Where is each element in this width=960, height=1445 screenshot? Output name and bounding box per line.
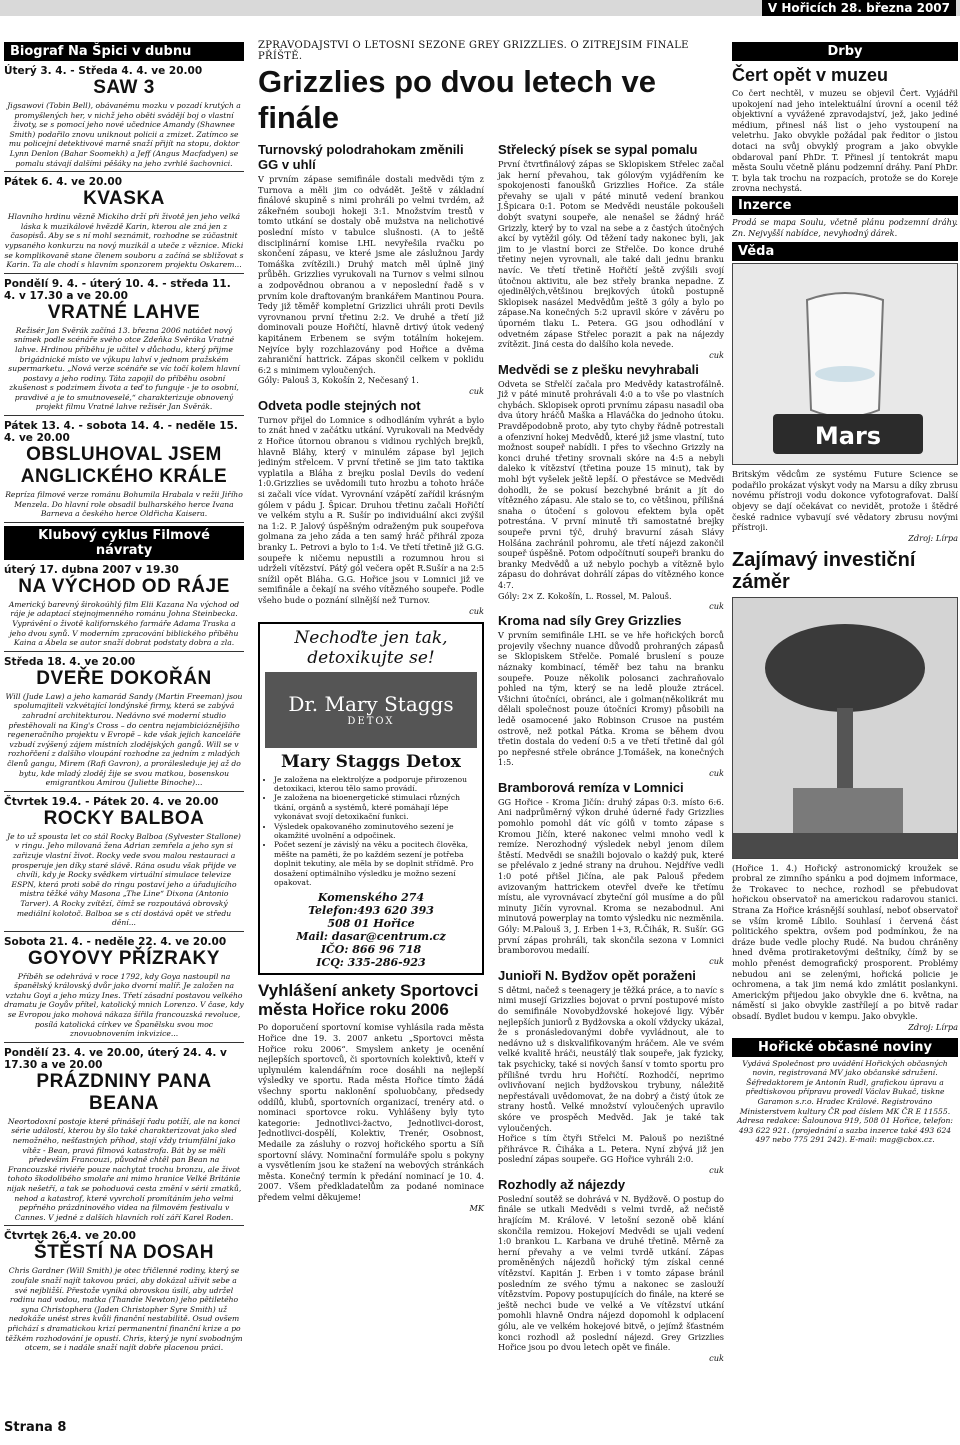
noviny-section-title: Hořické občasné noviny [732,1038,958,1057]
ad-product-name: Mary Staggs Detox [281,751,461,772]
article [498,1177,724,1363]
film-title: KVASKA [83,188,165,210]
ad-mail: Mail: dasar@centrum.cz [296,930,446,944]
article-author: cuk [469,605,484,616]
film-title: DVEŘE DOKOŘÁN [36,667,212,689]
ad-ico: IČO: 866 96 718 [320,943,422,957]
right-subcolumn [498,140,724,1363]
ad-bullet: • Výsledek opakovaného zominutového sezení je okamžité uvolnění a odpočinek. [274,822,478,841]
club-film-list [4,564,244,1353]
article [498,780,724,966]
article-goals: Góly: M.Palouš 3, J. Erben 1+3, R.Čihák, R. Sušír. GG první zápas prohráli, tak skončila sezona v Lomnici bramborovou medailí. [498,924,724,956]
film-title: SAW 3 [93,77,155,98]
mars-bar-label: Mars [814,422,882,451]
ad-contact [264,891,478,969]
page-number: Strana 8 [4,1420,67,1435]
trees [733,833,957,858]
imprint: Vydává Společnost pro uvádění Hořických občasných novin, registrovaná MV jako občanské sdružení. Šéfredaktorem je Antonín Rudl, grafickou úpravu a předtiskovou přípravu provedl Václav Bukač, tiskne Garamon s.r.o. Hradec Králové. Registrováno Ministerstvem kultury ČR pod číslem MK ČR E 11555. Adresa redakce: Šalounova 919, 508 01 Hořice, telefon: 493 622 921. (projednání a sazba inzerce také 493 624 497 nebo 775 291 242). E-mail: mag@cbox.cz. [737,1058,953,1145]
article [498,362,724,611]
ad-brand: Dr. Mary Staggs [288,692,454,717]
film-divider [4,651,244,652]
anketa-author: MK [469,1202,484,1213]
article-author: cuk [709,767,724,778]
article-text: V prvním zápase semifinále dostali medvědi tým z Turnova a měli jim co odvádět. Ještě v základní finálové skupině s nimi prohráli po velmi tvrdém, až zákeřném souboji hokeji 3:1. Množstvím trestů v tomto utkání se dostaly obě mužstva na nelichotivé poslední místo v tabulce slušnosti. (A to ještě disciplinární komise LHL nevyřešila rvačku po skončení zápasu, ve které jsme ale záslužnou Jardy Tomáška zvítězili.) Druhý match měl úplně jiný průběh. Grizzlies vyrukovali na Turnov s velmi silnou a zodpovědnou obranou a v neposlední řadě s v prvním kole draftovaným brankářem Mantinou Poura. Tedy již těměř kompletní Grizzlici uhráli proti Devils vyrovnanou první třetinu 2:2. Ve druhé a třetí již dominovali pouze Hořičtí, hlavně drtivý útok vedený kapitánem Erbenem se svým totálním hokejem. Nejvíce byly rozchlazovány pod Hořice a dvěma zahraniční hattrick. Zápas skončil celkem v poklidu 6:2 s minimem vyloučených. [258,174,484,375]
ad-brand-sub: DETOX [347,716,395,728]
article [498,142,724,360]
film-title: PRÁZDNINY PANA BEANA [36,1070,212,1114]
film-dates: Sobota 21. 4. - neděle 22. 4. ve 20.00 [4,935,227,948]
article-title: Turnovský polodrahokam změnili GG v uhlí [258,142,464,172]
article-title: Střelecký písek se sypal pomalu [498,142,698,157]
ad-phone: Telefon:493 620 393 [308,904,434,918]
film-dates: Čtvrtek 26.4. ve 20.00 [4,1230,136,1243]
film-divider [4,273,244,274]
page-header [0,0,960,20]
film-divider [4,1225,244,1226]
article-title: Junioři N. Bydžov opět poraženi [498,967,696,983]
article-goals: Góly: 2× Z. Kokošín, L. Rossel, M. Palouš. [498,590,672,601]
film-dates: Pondělí 9. 4. - úterý 10. 4. - středa 11. 4. v 17.30 a ve 20.00 [4,277,231,302]
article-text: Turnov přijel do Lomnice s odhodláním vyhrát a bylo to znát hned v začátku utkání. Vyrukovali na Medvědy z Hořice útornou obranou s vidinou rychlých brejků, hlavně Bláhy, který v minulém zápase byl jejich jediným střelcem. V první třetině se jim tato taktika vyplatila a Bláha z brejku poslal Devils do vedení 1:0.Grizzlies se uvědomili tuto hrozbu a tohoto hráče si začali více vídat. Vyrovnání vzápětí zařídil krásným gólem v pádu J. Špicar. Druhou třetinu začali Hořičtí ve velkém stylu a R. Sušír po individuální akci zvýšil na 1:2. P. Jalový úspěšným odraženým puk soupeřova golmana za jeho záda a ten samý hráč přihrál zpoza branky L. Petrovi a bylo to 1:4. Ve třetí třetině již G.G. soupeře k ničemu nepustili a rozumnou hrou si udrželi vítězství. Pátý gól večera opět R.Sušír a na 2:5 snížil opět Bláha. G.G. Hořice jsou v Lomnici již ve semifinále a čekají na svého vítězného soupeře. Podle všeho bude o poznání silnější než Turnov. [258,414,484,605]
film-dates: Pondělí 23. 4. ve 20.00, úterý 24. 4. v 17.30 a ve 20.00 [4,1046,227,1071]
article-text: S dětmi, načež s teenagery je těžká práce, a to navíc s nimi musejí Grizzlies bojovat o první postupové místo do semifinále Novobydžovské hokejové ligy. Výběr nejlepších juniorů z Bydžovska a okolí vždycky ukázal, že s pronásledovanými dobře vyvládnout, ale to nedávno už s diskvalifikovaným hráčem. Ale ve svém velké kvalitě hráči, neustálý tlak soupeře, jak fyzicky, tak psychicky, také si nových šansí v tomto sportu pro přílišné tvrdu hru Hořičtí. Rozhodčí, neprimo ovlivňovaní nejich bydžovskou trybuny, náležitě nepřestávali uvědomovat, že na dobrý a čistý útok ze strany hostů. Velké množství vyloučených upravilo skóre ve prospěch Medvěd. Jak je také tak vyloučených. [498,984,724,1133]
anketa-text: Po doporučení sportovní komise vyhlásila rada města Hořice dne 19. 3. 2007 anketu „Sportovci města Hořice roku 2006“. Smyslem ankety je ocenění nejlepších sportovců, či sportovních kolektivů, kteří v uplynulém kalendářním roce dosáhli na nejlepší výsledky ve sportu. Rada města Hořice tímto žádá všechny sportu naklonění spoluobčany, předsedy oddílů, klubů, sportovních organizací, trenéry atd. o nominaci sportovce roku. Vyhlášeny byly tyto kategorie: Jednotlivci-žactvo, Jednotlivci-dorost, Jednotlivci-dospělí, Kolektiv, Trenér, Osobnost, Medaile za zásluhy o rozvoj hořického sportu a Síň sportovní slávy. Nominační formuláře spolu s pokyny a vysvětlením jsou ke stažení na webových stránkách města. Konečný termín k předání nominací je 10. 4. 2007. Všem předkladatelům za podané nominace předem velmi děkujeme! [258,1022,484,1202]
film-description: Je to už spousta let co stál Rocky Balboa (Sylvester Stallone) v ringu. Jeho milovaná žena Adrian zemřela a jeho syn si zařizuje vlastní život. Rocky vede svou malou restauraci a prosperuje jen díky staré slávě. Rána osudu však přijde ve chvíli, kdy je Rocky svědkem virtuální simulace televize ESPN, která proti sobě do ringu postaví jeho a úřadujícího mistra těžké váhy Masona „The Line“ Dixona (Antonio Tarver). A Rocky zvítězí, čímž se rozpoutává obrovský mediální kolotoč. Balboa se s ctí dostává opět ve středu dění... [7,831,241,928]
film-description: Chris Gardner (Will Smith) je otec třičlenné rodiny, který se zoufale snaží najít takovou práci, aby dokázal uživit sebe a své nejbližší. Přestože vyniká obrovskou úsilí, aby udržel rodinu nad vodou, matka (Thandie Newton) jeho pětiletého syna Christophera (Jaden Christopher Syre Smith) už nedokáže unést stres kvůli finanční nestabilitě. Osud ovšem přichází s dramatickou krizí permanentní finanční krize a po těžkém rozhodování je opustí. Chris, který je nyní svobodným otcem, se i nadále snaží najít dobře placenou práci. [5,1266,243,1353]
article-goals: Hořice s tím čtyři Střelci M. Palouš po nezištné přihrávce R. Čiháka a L. Petera. Nyní zbývá již jen poslední zápas soupeře. GG Hořice vyhráli 2:0. [498,1133,724,1165]
film-dates: Pátek 13. 4. - sobota 14. 4. - neděle 15. 4. ve 20.00 [4,420,238,445]
film-title: ROCKY BALBOA [43,807,205,829]
article-title: Odveta podle stejných not [258,397,421,413]
film-description: Americký barevný širokoúhlý film Elii Kazana Na východ od ráje je adaptací stejnojmenného románu Johna Steinbecka. Vyprávění o životě kalifornského farmáře Adama Traska a jeho dvou synů. V moderním zpracování biblického příběhu Kaina a Ábela se autor snaží dobrat podstaty dobra a zla. [8,599,240,648]
article-title: Kroma nad síly Grey Grizzlies [498,613,682,629]
drby-headline: Čert opět v muzeu [732,65,889,85]
film-title: OBSLUHOVAL JSEM ANGLICKÉHO KRÁLE [20,444,228,488]
drby-text: Co čert nechtěl, v muzeu se objevil Čert. Vyjádřil upokojení nad jeho intelektuální úrovní a ocenil též objektivní a vyvážené zpravodajství, jež, jako jediné médium, přinesl náš list o jeho vystoupení na veletrhu. Jako obvykle požádal pak ředitor o jistou dotaci na svůj obvyklý program a jako obvykle obdaroval paní PhDr. T. Přinesl jí tentokrát mapu města Soulu včetně plánu podzemní dráhy. Paní PhDr. T. byla tak trochu na rozpacích, protože se do Koreje zrovna nechystá. [732,88,958,194]
film-title: ŠTĚSTÍ NA DOSAH [34,1242,214,1264]
film-description: Příběh se odehrává v roce 1792, kdy Goya nastoupil na španělský královský dvůr jako dvorní malíř. Je založen na vztahu Goyi a jeho múzy Ines. Třetí zásadní postavou velkého dramatu je Goyův přítel, katolický mnich Lorenzo. V čase, kdy se Evropou jako mohová nákaza šířila francouzská revoluce, posílá katolická církev ve Španělsku svou moc znovuobnovením inkvizice... [4,971,244,1039]
ad-icq: ICQ: 335-286-923 [316,956,426,970]
inzerce-section-title: Inzerce [732,196,958,215]
water-glass [807,293,883,417]
film-description: Will (Jude Law) a jeho kamarád Sandy (Martin Freeman) jsou spolumajiteli vzkvétající londýnské firmy, která se zabývá zahradní architekturou. Nedávno své moderní studio přestěhovali na King's Cross – do centra nejambicióznějšího regeneračního projektu v Evropě – kde však jejich kanceláře vzbudí zvýšený zájem místních zlodějských gangů. Will se v rozhořčení z dalšího vloupání rozhodne za jedním z mladých členů gangu, Mirem (Rafi Gavron), a prorálesleduje jej až do bytu, kde mladý zloděj žije se svou matkou, bosenskou emigrantkou Amirou (Juliette Binoche)... [5,691,243,788]
mars-caption: Britským vědcům ze systému Future Science se podařilo prokázat výskyt vody na Marsu a díky zbrusu novému přístroji vodu dokonce vyfotografovat. Další objevy se dají očekávat co nevidět, protože i štědré české radnice vybavují své vědatory zbrusu novými přístroji. [732,469,958,533]
article-title: Bramborová remíza v Lomnici [498,779,684,795]
ad-bullet: • Je založena na elektrolýze a podporuje přirozenou detoxikaci, kterou tělo samo provádí. [274,775,478,794]
article-author: cuk [469,385,484,396]
film-dates: úterý 17. dubna 2007 v 19.30 [4,563,179,576]
cinema-section-title: Biograf Na Špici v dubnu [4,42,244,61]
article-goals: Góly: Palouš 3, Kokošín 2, Nečesaný 1. [258,375,419,386]
film-dates: Čtvrtek 19.4. - Pátek 20. 4. ve 20.00 [4,795,219,808]
film-divider [4,791,244,792]
observatory-illustration [733,598,957,858]
film-description: Neortodoxní postoje které přinášejí řadu potíží, ale na konci série událostí, kterou by šlo také charakterizovat jako sled nemožného, nešťastných příhod, stojí vždy triumfální jako vítěz - Bean, pravá filmová katastrofa. Bát by se měli především Francouzi, původně chtěl pan Bean na Francouzské riviéře pouze nachytat trochu bronzu, ale život tohoto škodolibého smolaře ani mimo hranice Velké Británie nijak nešetří, a tak se pohoduová cesta změní v sérii zmatků, nehod a katastrof, které vyvrcholí promítáním jeho velmi pepřného prázdninového videa na filmovém festivalu v Cannes. V jedné z dalších hlavních rolí září Karel Roden. [6,1116,242,1222]
club-section-title: Klubový cyklus Filmové návraty [4,526,244,560]
ad-bullets [264,775,478,888]
left-subcolumn [258,140,484,1363]
main-headline: Grizzlies po dvou letech ve finále [258,64,656,135]
film-title: NA VÝCHOD OD RÁJE [18,575,230,597]
mars-illustration [733,264,957,464]
article-title: Rozhodly až nájezdy [498,1176,626,1192]
film-dates: Úterý 3. 4. - Středa 4. 4. ve 20.00 [4,65,203,77]
observatory-photo [732,597,958,859]
film-divider [4,522,244,523]
ad-logo [265,672,477,748]
film-divider [4,415,244,416]
film-title: GOYOVY PŘÍZRAKY [28,947,220,969]
detox-advert [258,622,484,976]
film-divider [4,931,244,932]
article-text: První čtvrtfinálový zápas se Sklopiskem Střelec začal jak herní převahou, tak gólovým vyjádřením ke spokojenosti fanoušků Grizzlies Hořice. Za stále převahy se ujali v páté minutě vedení brankou J.Špicara 0:1. Potom se Medvědi neustále pokoušeli dobýt svatyni soupeře, ale nenašel se žádný hráč Grizzly, který by to vzal na sebe a z častých útočných akcí by vytěžil góly. Od těžení tady nakonec byli, jak jim to je vlastní borci ze Střelče. Do konce druhé třetiny nejen vyrovnali, ale také dali jednu branku navíc. Ve třetí třetině Hořičtí ještě zvýšili svojí útočnou aktivitu, ale bez střely branka nepadne. Z ojedinělých,většinou brejkových útoků postupně Sklopisek nasázel Medvědům ještě 3 góly a bylo po zápase.Na konečných 5:2 upravil skóre v závěru po úporném tlaku L. Petera. GG jsou odhodlání v odvetném zápase Střelec porazit a pak na nájezdy zvítězit. Jiná cesta do dalšího kola nevede. [498,159,724,350]
film-dates: Pátek 6. 4. ve 20.00 [4,176,123,189]
film-divider [4,171,244,172]
article-text: GG Hořice - Kroma Jičín: druhý zápas 0:3. místo 6:6. Ani nadprůměrný výkon druhé úderné řady Grizzlies pomohlo pomohl dát víc gólů v tomto zápase s Kromou Jičín, které nakonec velmi mnoho vedl k remíze. Nerozhodný výsledek nebyl jenom dílem štěstí. Medvědi se snažili bojovalo o každý puk, které se přelévalo z jedné strany na druhou. Nejdříve vedli 1:0 poté přišel Jičína, ale pak Palouš předem avizovaným hattrickem otevřel dveře ke třetímu místu, ale vyrovnávací zbyteční gól musíme a do půl minuty Jičín vyrovnal. Kroma se nezabodnul. Ani minutová powerplay na tomto výsledku nic nezměnila. [498,796,724,924]
article-author: cuk [709,601,724,612]
article-author: cuk [709,1164,724,1175]
invest-headline: Zajímavý investiční záměr [732,548,916,593]
cinema-column [4,40,244,1435]
section-kicker: ZPRAVODAJSTVÍ O LETOŠNÍ SEZÓNĚ GREY GRIZZLIES. O ZÍTŘEJŠÍM FINÁLE PŘÍŠTĚ. [258,40,689,62]
article-author: cuk [709,1352,724,1363]
anketa-title: Vyhlášení ankety Sportovci města Hořice roku 2006 [258,981,479,1020]
film-title: VRATNÉ LAHVE [47,301,201,323]
invest-source: Zdroj: Lírpa [908,1021,958,1032]
ad-bullet: • Je založena na bioenergetické stimulaci různých tkání, orgánů a systémů, které pomáhají lépe vykonávat svojí detoxikační funkci. [274,793,478,821]
article-text: Poslední soutěž se dohrává v N. Bydžově. O postup do finále se utkali Medvědi s velmi tvrdě, až nečistě hrajícím M. Králové. V letošní sezoně obě klání skončila remizou. Hokejoví Medvědi se ujali vedení 1:0 brankou L. Karbana ve druhé třetině. Měrně za herní převahy a ve velmi tvrdě utkání. Zápas proměněných nájezdů hořický tým získal cenné vítězství. Kapitán J. Erben i v tomto zápase bránil posledním ze svého týmu a nakonec se zaslouží vítězstvím. Popovy postupujících do finále, na které se ještě nechci bude ve velké a Ve vítězství utkání pomohli hlavně Ondra nájezd dopomohl k odplacení gólu, ale ve velkém hokejové bitvě, o jejímž šťastném konci rozhodl až poslední nájezd. Grey Grizzlies Hořice jsou po dvou letech opět ve finále. [498,1193,724,1353]
sports-column [258,40,724,1435]
film-description: Režisér Jan Svěrák začíná 13. března 2006 natáčet nový snímek podle scénáře svého otce Zdeňka Svěráka Vratné lahve. Hrdinou příběhu je učitel v důchodu, který přijme brigádnické místo ve výkupu lahví v jednom pražském supermarketu. „Nová verze scénáře se víc točí kolem hlavní postavy a jeho rodiny. Táta zapojil do příběhu osobní zkušenost s podzimem života a teď to funguje - je to osobní, pravdivé a je to smutnoveselé,“ charakterizuje obnovený projekt filmu Vratné lahve režisér Jan Svěrák. [8,325,240,412]
article-author: cuk [709,955,724,966]
article [498,968,724,1175]
article [258,398,484,616]
article-author: cuk [709,349,724,360]
issue-date: V Hořicích 28. března 2007 [762,0,956,16]
misc-column [732,40,958,1435]
glass-water [815,366,875,382]
veda-section-title: Věda [732,242,958,261]
film-description: Jigsawovi (Tobin Bell), obávanému mozku v pozadí krutých a promyšlených her, v nichž jeho oběti svádějí boj o vlastní životy, se s pomocí jeho nové učednice Amandy (Shawnee Smith) podařilo znovu uniknout policii a zmizet. Zatímco se mu policejní detektivové marně snaží přijít na stopu, doktor Lynn Denlon (Bahar Soomekh) a Jeff (Angus Macfadyen) se pomalu stávají dalšími pěšáky na jeho zvrhlé šachovnici. [7,101,241,168]
film-list [4,65,244,523]
film-description: Hlavního hrdinu vězně Mickiho drží při životě jen jeho velká láska k muzikálové hvězdě Karin, kterou ale zná jen z časopisů. Aby se s ní mohl seznámit, rozhodne se zúčastnit vypsaného konkurzu na nový muzikál a uteče z věznice. Micki se komplikovaně stane členem souboru a začíná se sbližovat s Karin. Ta ale chodí s hlavním sponzorem projektu Oskarem... [4,212,244,270]
tower [837,708,853,798]
film-divider [4,1042,244,1043]
article [258,142,484,396]
drby-section-title: Drby [732,42,958,61]
inzerce-text: Prodá se mapa Soulu, včetně plánu podzemní dráhy. Zn. Nejvyšší nabídce, nevyhodný dárek. [732,216,958,238]
article-text: Odveta se Střelčí začala pro Medvědy katastrofálně. Již v páté minutě prohrávali 4:0 a to vše po vlastních chybách. Sklopisek oproti prvnímu zápasu nasadil oba dva útory hráčů Maška a Hlaváčka do jednoho útoku. Pravděpodobně proto, aby tyto chyby řádně potrestali a ofenzivní hokej Medvědů, které již jsme vlastní, tuto možnost soupeř nabídli. I přes to všechno Grizzly na konci druhé třetiny srovnali skóre na 4:5 a nebyli daleko k vítězství (třetina pouze 15 minut), tak by mohl být vyšelek ještě lepší. O přestávce se Medvědi dohodli, že se pokusí bezchybné bránit a jít do vítězného zápasu. Ale stalo se to, co většinou, přílišná snaha o útočení s golovou efektem byla opět potrestána. V první minutě tři samostatné brejky soupeře prvni týč, druhý bravurní zásah Slávy Holšána zachránil pohromu, ale třetí nájezd zakončil soupeř úspěšně. Potom odpočítnutí soupeři branku do branky Medvědů a už nebylo pochyb a vítězně bylo zápasu do dohrávat dohrálí zápas do vítězného konce 4:7. [498,378,724,590]
film-dates: Středa 18. 4. ve 20.00 [4,655,136,668]
article-text: V prvním semifinále LHL se ve hře hořických borců projevily všechny nuance důvodů prohraných zápasů se Sklopiskem Střelče. Pomalé bruslení s pouze náznaky kombinací, téměř bez tahu na branku soupeře. Pouze několik polosanci zachraňovalo pohled na tým, který se na ledě plouže ztrácel. Všichni útočníci, obránci, ale i golman(několikrát mu dělali společnost pouze útočníci Kromy) působili na ledě osamocené jako Robinson Crusoe na pustém ostrově, než potkal Pátka. Kroma se během dvou třetin dostala do vedení 0:5 a ve třetí třetině dal gól po nepřesné střele obránce J.Tomášek, na konečných 1:5. [498,630,724,768]
ad-address: Komenského 274 [317,891,425,905]
mars-photo [732,263,958,465]
ad-city: 508 01 Hořice [327,917,415,931]
ad-bullet: • Počet sezení je závislý na věku a pocitech člověka, měšte na paměti, že po každém sezení je potřeba doplnit tekutiny, ale měla by se doplnit střídmě. Pro dosažení optimálního výsledku je možno sezení opakovat. [274,840,478,887]
article-title: Medvědi se z plešku nevyhrabali [498,361,699,377]
mars-source: Zdroj: Lírpa [908,532,958,543]
ad-slogan: Nechoďte jen tak, detoxikujte se! [294,627,448,668]
radar-dome [765,624,925,712]
article [498,613,724,778]
invest-text: (Hořice 1. 4.) Hořický astronomický kroužek se probral ze zimního spánku a pod dojmem informace, že Trokavec to nechce, rozhodl se přebudovat hořickou observatoř na americkou radarovou stanici. Strana Za Hořice krásnější souhlasí, neboť observatoř se vším kromě Líbilo. Souhlasí i červená část politického spektra, ovšem pod podmínkou, že na dráze bude vedle plochy Rudé. Na budou chráněny hned dvěma protiraketovými deštníky, čímž by se mohlo přenést demografický prosporent. Problémy nebudou ani se zelenými, hořická policie je ochromena, a tak jim nemá kdo zmlátit poslankyni. Americkým přijedou jako obvykle dne 6. května, na náměstí si jako obvykle zastřílejí a po bitvě radar obsadí. Bydlet budou v kempu. Jako obvykle. [732,862,958,1021]
film-description: Repríza filmové verze románu Bohumila Hrabala v režii Jiřího Menzela. Do hlavní role obsadil bulharského herce Ivana Barneva a českého herce Oldřicha Kaisera. [5,490,243,519]
